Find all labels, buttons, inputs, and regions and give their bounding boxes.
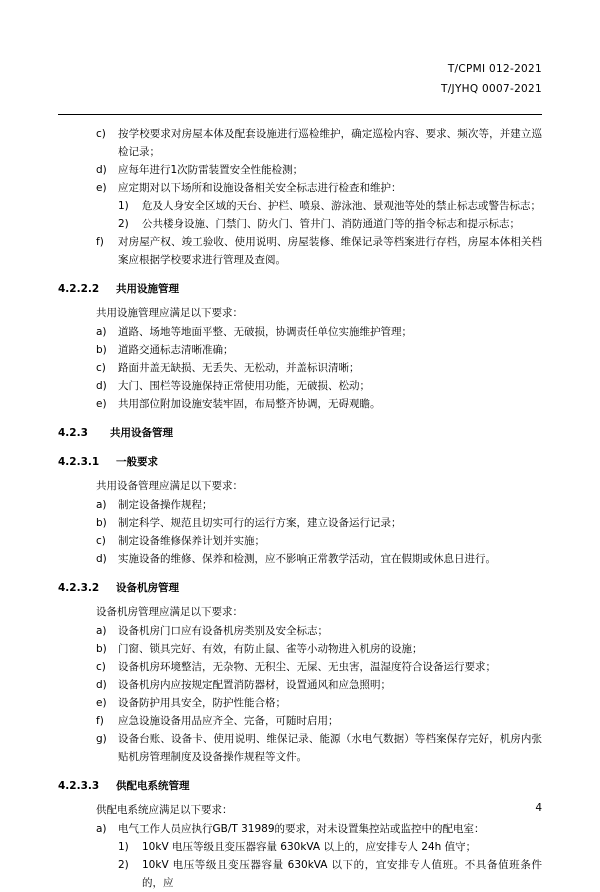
- list-item-text: 制定设备维修保养计划并实施；: [118, 535, 265, 548]
- list-item-text: 危及人身安全区域的天台、护栏、喷泉、游泳池、景观池等处的禁止标志或警告标志；: [142, 200, 541, 213]
- list-marker: c): [96, 362, 106, 375]
- section-title: 共用设施管理: [116, 283, 179, 296]
- paragraph: 共用设备管理应满足以下要求：: [96, 479, 243, 492]
- list-subitem: [58, 838, 542, 856]
- list-item-text: 公共楼身设施、门禁门、防火门、管井门、消防通道门等的指令标志和提示标志；: [142, 218, 520, 231]
- list-item: [58, 712, 542, 730]
- list-marker: e): [96, 398, 107, 411]
- list-marker: 1): [118, 841, 129, 854]
- list-item-text: 制定科学、规范且切实可行的运行方案，建立设备运行记录；: [118, 517, 402, 530]
- section-heading: [58, 425, 542, 442]
- list-item: [58, 323, 542, 341]
- list-item-text: 10kV 电压等级且变压器容量 630kVA 以上的，应安排专人 24h 值守；: [142, 841, 477, 854]
- list-marker: d): [96, 679, 107, 692]
- list-marker: b): [96, 344, 107, 357]
- list-item-text: 设备台账、设备卡、使用说明、维保记录、能源（水电气数据）等档案保存完好，机房内张贴机房管理制度及设备操作规程等文件。: [118, 733, 542, 764]
- list-subitem: [58, 197, 542, 215]
- list-marker: 1): [118, 200, 129, 213]
- list-item: [58, 377, 542, 395]
- list-subitem: [58, 215, 542, 233]
- standard-number-secondary: T/JYHQ 0007-2021: [441, 82, 542, 95]
- list-item-text: 大门、围栏等设施保持正常使用功能，无破损、松动；: [118, 380, 370, 393]
- list-item-text: 应定期对以下场所和设施设备相关安全标志进行检查和维护：: [118, 182, 402, 195]
- list-subitem: [58, 856, 542, 892]
- list-item-text: 实施设备的维修、保养和检测，应不影响正常教学活动，宜在假期或休息日进行。: [118, 553, 496, 566]
- list-marker: 2): [118, 859, 129, 872]
- list-item-text: 门窗、锁具完好、有效，有防止鼠、雀等小动物进入机房的设施；: [118, 643, 423, 656]
- section-title: 共用设备管理: [110, 427, 173, 440]
- list-item: [58, 676, 542, 694]
- list-item-text: 设备防护用具安全，防护性能合格；: [118, 697, 286, 710]
- list-marker: d): [96, 380, 107, 393]
- list-marker: e): [96, 182, 107, 195]
- section-heading: [58, 778, 542, 795]
- section-number: 4.2.3.3: [58, 780, 100, 793]
- list-item: [58, 341, 542, 359]
- paragraph: 设备机房管理应满足以下要求：: [96, 605, 243, 618]
- paragraph: 供配电系统应满足以下要求：: [96, 804, 233, 817]
- list-marker: c): [96, 535, 106, 548]
- list-item-text: 制定设备操作规程；: [118, 498, 213, 511]
- list-item-text: 路面井盖无缺损、无丢失、无松动，并盖标识清晰；: [118, 362, 360, 375]
- section-heading: [58, 580, 542, 597]
- list-item-text: 应急设施设备用品应齐全、完备，可随时启用；: [118, 715, 339, 728]
- list-item: [58, 694, 542, 712]
- list-item: [58, 496, 542, 514]
- list-item: [58, 658, 542, 676]
- list-marker: b): [96, 517, 107, 530]
- list-item-text: 对房屋产权、竣工验收、使用说明、房屋装修、维保记录等档案进行存档，房屋本体相关档案应根据学校要求进行管理及查阅。: [118, 236, 542, 267]
- header-divider: [58, 114, 542, 115]
- list-marker: d): [96, 163, 107, 176]
- section-number: 4.2.3.2: [58, 582, 100, 595]
- list-item: [58, 730, 542, 766]
- section-number: 4.2.2.2: [58, 283, 100, 296]
- section-number: 4.2.3: [58, 427, 88, 440]
- list-marker: d): [96, 553, 107, 566]
- list-marker: e): [96, 697, 107, 710]
- section-title: 一般要求: [116, 456, 158, 469]
- list-item-text: 按学校要求对房屋本体及配套设施进行巡检维护，确定巡检内容、要求、频次等，并建立巡检记录；: [118, 127, 542, 158]
- section-number: 4.2.3.1: [58, 456, 100, 469]
- list-item: [58, 395, 542, 413]
- list-item: [58, 514, 542, 532]
- list-item-text: 共用部位附加设施安装牢固，布局整齐协调，无碍观瞻。: [118, 398, 381, 411]
- list-item-text: 设备机房环境整洁，无杂物、无积尘、无屎、无虫害，温湿度符合设备运行要求；: [118, 661, 496, 674]
- list-item: [58, 161, 542, 179]
- list-item-text: 设备机房内应按规定配置消防器材，设置通风和应急照明；: [118, 679, 391, 692]
- list-marker: c): [96, 127, 106, 140]
- list-marker: c): [96, 661, 106, 674]
- list-marker: a): [96, 326, 107, 339]
- list-item-text: 设备机房门口应有设备机房类别及安全标志；: [118, 625, 328, 637]
- list-item-text: 道路、场地等地面平整、无破损，协调责任单位实施维护管理；: [118, 326, 412, 339]
- list-item: [58, 359, 542, 377]
- section-heading: [58, 281, 542, 298]
- list-item-text: 电气工作人员应执行GB/T 31989的要求，对未设置集控站或监控中的配电室：: [118, 823, 485, 836]
- list-item-text: 10kV 电压等级且变压器容量 630kVA 以下的，宜安排专人值班。不具备值班条件的，应: [142, 859, 542, 890]
- page-number: 4: [535, 802, 542, 814]
- list-marker: a): [96, 823, 107, 836]
- list-marker: b): [96, 643, 107, 656]
- list-marker: g): [96, 733, 107, 746]
- list-item-text: 道路交通标志清晰准确；: [118, 344, 234, 357]
- list-marker: f): [96, 236, 104, 249]
- list-item: [58, 820, 542, 838]
- list-item: [58, 179, 542, 197]
- list-item: [58, 233, 542, 269]
- page-header: [58, 60, 542, 100]
- list-marker: f): [96, 715, 104, 728]
- section-heading: [58, 454, 542, 471]
- paragraph: 共用设施管理应满足以下要求：: [96, 307, 243, 320]
- list-item: [58, 550, 542, 568]
- list-item-text: 应每年进行1次防雷装置安全性能检测；: [118, 163, 304, 176]
- list-marker: a): [96, 498, 107, 511]
- list-item: [58, 622, 542, 640]
- list-marker: 2): [118, 218, 129, 231]
- list-item: [58, 125, 542, 161]
- standard-number-primary: T/CPMI 012-2021: [447, 63, 542, 75]
- section-title: 设备机房管理: [116, 582, 179, 595]
- list-item: [58, 532, 542, 550]
- list-marker: a): [96, 625, 107, 637]
- document-body: [58, 125, 542, 892]
- section-title: 供配电系统管理: [116, 780, 190, 793]
- list-item: [58, 640, 542, 658]
